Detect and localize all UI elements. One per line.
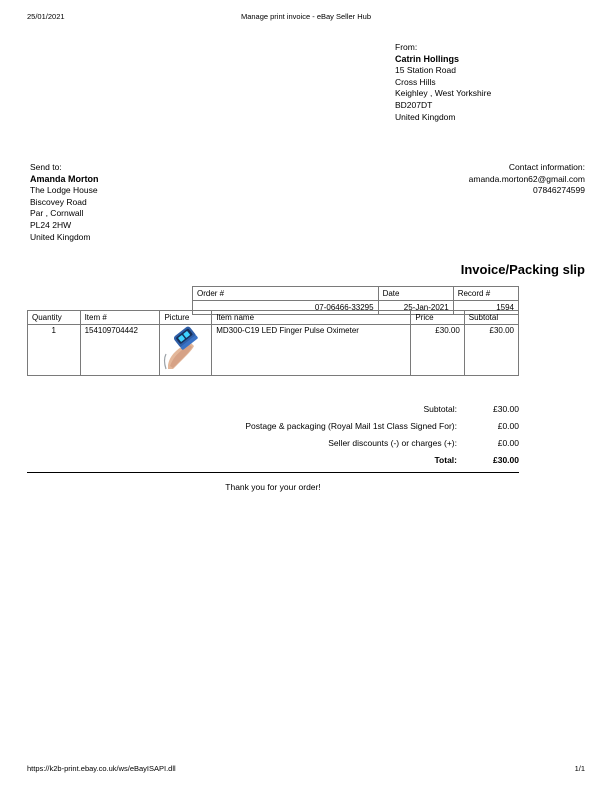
picture-header: Picture [160, 311, 212, 325]
row-item-number: 154109704442 [80, 325, 160, 376]
pulse-oximeter-icon [160, 325, 204, 371]
print-date: 25/01/2021 [27, 12, 65, 21]
item-number-header: Item # [80, 311, 160, 325]
send-to-line-5: United Kingdom [30, 231, 91, 242]
send-to-line-1: The Lodge House [30, 185, 98, 196]
totals-row [93, 421, 519, 438]
discounts-label: Seller discounts (-) or charges (+): [328, 438, 457, 448]
subtotal-header: Subtotal [464, 311, 518, 325]
row-item-name: MD300-C19 LED Finger Pulse Oximeter [212, 325, 411, 376]
totals-block [93, 404, 519, 472]
from-line-2: Cross Hills [395, 76, 436, 87]
from-line-4: BD207DT [395, 99, 433, 110]
send-to-name: Amanda Morton [30, 173, 99, 184]
send-to-line-4: PL24 2HW [30, 219, 72, 230]
discounts-value: £0.00 [497, 438, 519, 448]
divider [27, 472, 519, 473]
contact-label: Contact information: [508, 162, 585, 172]
footer-url: https://k2b-print.ebay.co.uk/ws/eBayISAPI.dll [27, 764, 176, 773]
order-date-value: 25-Jan-2021 [378, 301, 453, 315]
order-date-header: Date [378, 287, 453, 301]
row-price: £30.00 [411, 325, 464, 376]
totals-row [93, 455, 519, 472]
total-label: Total: [434, 455, 457, 465]
contact-phone: 07846274599 [532, 185, 585, 196]
table-row [28, 325, 519, 376]
totals-row [93, 438, 519, 455]
record-number-value: 1594 [453, 301, 518, 315]
item-name-header: Item name [212, 311, 411, 325]
print-footer [0, 764, 612, 776]
send-to-address-block [30, 162, 99, 243]
table-row [28, 311, 519, 325]
price-header: Price [411, 311, 464, 325]
row-quantity: 1 [28, 325, 81, 376]
from-line-5: United Kingdom [395, 111, 456, 122]
table-row [193, 287, 519, 301]
send-to-line-2: Biscovey Road [30, 196, 87, 207]
row-subtotal: £30.00 [464, 325, 518, 376]
send-to-line-3: Par , Cornwall [30, 208, 84, 219]
contact-email: amanda.morton62@gmail.com [468, 173, 585, 184]
order-number-header: Order # [193, 287, 379, 301]
print-title: Manage print invoice - eBay Seller Hub [240, 12, 372, 21]
from-line-3: Keighley , West Yorkshire [395, 88, 492, 99]
from-name: Catrin Hollings [395, 53, 460, 64]
contact-information-block [285, 162, 585, 197]
items-table [27, 310, 519, 376]
postage-value: £0.00 [497, 421, 519, 431]
subtotal-label: Subtotal: [423, 404, 457, 414]
order-number-value: 07-06466-33295 [193, 301, 379, 315]
quantity-header: Quantity [28, 311, 81, 325]
subtotal-value: £30.00 [493, 404, 519, 414]
item-photo [160, 325, 204, 371]
page-title: Invoice/Packing slip [460, 262, 585, 277]
footer-page-number: 1/1 [574, 764, 585, 773]
send-to-label: Send to: [30, 162, 62, 172]
totals-row [93, 404, 519, 421]
print-header [0, 12, 612, 24]
from-label: From: [395, 42, 418, 52]
from-address-block [395, 42, 491, 123]
total-value: £30.00 [493, 455, 519, 465]
row-picture-cell [160, 325, 212, 376]
from-line-1: 15 Station Road [395, 65, 456, 76]
thank-you-message: Thank you for your order! [225, 482, 321, 492]
postage-label: Postage & packaging (Royal Mail 1st Class Signed For): [245, 421, 457, 431]
record-number-header: Record # [453, 287, 518, 301]
